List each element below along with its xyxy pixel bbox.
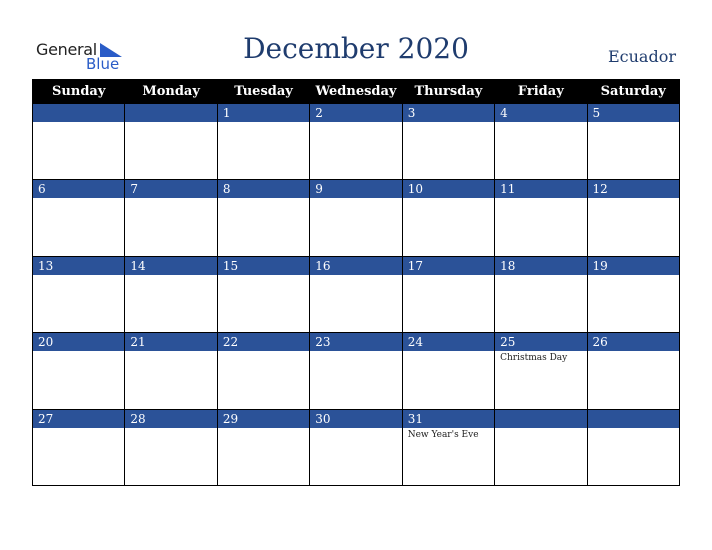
day-cell bbox=[495, 256, 587, 332]
holiday-label bbox=[218, 198, 309, 200]
holiday-label bbox=[218, 122, 309, 124]
holiday-label bbox=[403, 198, 494, 200]
page-title: December 2020 bbox=[243, 32, 469, 65]
day-number: 21 bbox=[125, 333, 216, 351]
holiday-label bbox=[403, 275, 494, 277]
day-number: 30 bbox=[310, 410, 401, 428]
day-cell bbox=[33, 180, 125, 256]
holiday-label bbox=[495, 428, 586, 430]
day-cell bbox=[310, 256, 402, 332]
holiday-label bbox=[125, 198, 216, 200]
day-number: 9 bbox=[310, 180, 401, 198]
day-number: 18 bbox=[495, 257, 586, 275]
day-cell bbox=[217, 180, 309, 256]
day-cell bbox=[217, 104, 309, 180]
day-number: 25 bbox=[495, 333, 586, 351]
holiday-label bbox=[310, 198, 401, 200]
day-number: 11 bbox=[495, 180, 586, 198]
weekday-thursday: Thursday bbox=[402, 80, 494, 104]
day-number bbox=[125, 104, 216, 122]
day-cell bbox=[587, 409, 679, 485]
day-cell bbox=[217, 256, 309, 332]
holiday-label bbox=[495, 122, 586, 124]
day-number: 8 bbox=[218, 180, 309, 198]
day-number: 6 bbox=[33, 180, 124, 198]
brand-blue: Blue bbox=[86, 55, 120, 73]
holiday-label bbox=[33, 351, 124, 353]
day-number: 26 bbox=[588, 333, 679, 351]
day-number: 19 bbox=[588, 257, 679, 275]
day-cell bbox=[125, 409, 217, 485]
day-cell bbox=[217, 409, 309, 485]
day-cell bbox=[125, 256, 217, 332]
day-cell bbox=[33, 256, 125, 332]
day-number: 13 bbox=[33, 257, 124, 275]
holiday-label bbox=[588, 351, 679, 353]
day-number: 28 bbox=[125, 410, 216, 428]
day-number bbox=[588, 410, 679, 428]
day-cell bbox=[587, 333, 679, 409]
week-row bbox=[33, 409, 680, 485]
day-number: 1 bbox=[218, 104, 309, 122]
day-cell bbox=[587, 180, 679, 256]
holiday-label bbox=[33, 122, 124, 124]
day-cell bbox=[125, 333, 217, 409]
holiday-label bbox=[403, 351, 494, 353]
holiday-label: Christmas Day bbox=[500, 353, 568, 364]
holiday-label bbox=[495, 198, 586, 200]
holiday-label bbox=[403, 122, 494, 124]
holiday-label: New Year's Eve bbox=[407, 429, 479, 440]
holiday-label bbox=[588, 122, 679, 124]
day-cell bbox=[495, 180, 587, 256]
day-number: 15 bbox=[218, 257, 309, 275]
day-cell bbox=[402, 104, 494, 180]
weekday-wednesday: Wednesday bbox=[310, 80, 402, 104]
day-cell bbox=[33, 409, 125, 485]
holiday-label bbox=[33, 428, 124, 430]
week-row bbox=[33, 104, 680, 180]
holiday-label bbox=[218, 351, 309, 353]
holiday-label bbox=[310, 275, 401, 277]
weekday-sunday: Sunday bbox=[33, 80, 125, 104]
day-number: 7 bbox=[125, 180, 216, 198]
day-number: 10 bbox=[403, 180, 494, 198]
weekday-friday: Friday bbox=[495, 80, 587, 104]
day-cell bbox=[402, 180, 494, 256]
holiday-label bbox=[125, 122, 216, 124]
holiday-label bbox=[125, 428, 216, 430]
day-cell bbox=[125, 180, 217, 256]
holiday-label bbox=[218, 275, 309, 277]
holiday-label bbox=[125, 275, 216, 277]
weekday-monday: Monday bbox=[125, 80, 217, 104]
day-cell bbox=[587, 104, 679, 180]
holiday-label bbox=[588, 198, 679, 200]
weekday-tuesday: Tuesday bbox=[217, 80, 309, 104]
day-cell bbox=[587, 256, 679, 332]
day-number: 20 bbox=[33, 333, 124, 351]
weekday-saturday: Saturday bbox=[587, 80, 679, 104]
day-cell bbox=[495, 333, 587, 409]
holiday-label bbox=[495, 275, 586, 277]
day-number: 3 bbox=[403, 104, 494, 122]
holiday-label bbox=[588, 275, 679, 277]
day-cell bbox=[310, 409, 402, 485]
day-cell bbox=[33, 104, 125, 180]
holiday-label bbox=[310, 122, 401, 124]
day-number: 29 bbox=[218, 410, 309, 428]
country-label: Ecuador bbox=[607, 47, 676, 66]
brand-general: General bbox=[36, 40, 97, 59]
week-row bbox=[33, 256, 680, 332]
day-cell bbox=[33, 333, 125, 409]
holiday-label bbox=[33, 198, 124, 200]
holiday-label bbox=[33, 275, 124, 277]
week-row bbox=[33, 180, 680, 256]
day-cell bbox=[310, 180, 402, 256]
holiday-label bbox=[310, 351, 401, 353]
day-number: 12 bbox=[588, 180, 679, 198]
day-number: 5 bbox=[588, 104, 679, 122]
day-cell bbox=[125, 104, 217, 180]
day-cell bbox=[310, 333, 402, 409]
day-number: 23 bbox=[310, 333, 401, 351]
day-number bbox=[33, 104, 124, 122]
day-number: 17 bbox=[403, 257, 494, 275]
day-cell bbox=[402, 256, 494, 332]
day-number bbox=[495, 410, 586, 428]
weekday-header-row bbox=[33, 80, 680, 104]
calendar-grid bbox=[32, 79, 680, 486]
brand-logo bbox=[36, 40, 136, 74]
day-cell bbox=[402, 409, 494, 485]
day-number: 24 bbox=[403, 333, 494, 351]
holiday-label bbox=[125, 351, 216, 353]
week-row bbox=[33, 333, 680, 409]
day-cell bbox=[402, 333, 494, 409]
day-number: 2 bbox=[310, 104, 401, 122]
day-cell bbox=[495, 104, 587, 180]
day-number: 31 bbox=[403, 410, 494, 428]
day-number: 16 bbox=[310, 257, 401, 275]
day-number: 14 bbox=[125, 257, 216, 275]
day-cell bbox=[217, 333, 309, 409]
day-number: 4 bbox=[495, 104, 586, 122]
day-number: 27 bbox=[33, 410, 124, 428]
holiday-label bbox=[588, 428, 679, 430]
day-cell bbox=[310, 104, 402, 180]
day-number: 22 bbox=[218, 333, 309, 351]
holiday-label bbox=[310, 428, 401, 430]
holiday-label bbox=[218, 428, 309, 430]
day-cell bbox=[495, 409, 587, 485]
